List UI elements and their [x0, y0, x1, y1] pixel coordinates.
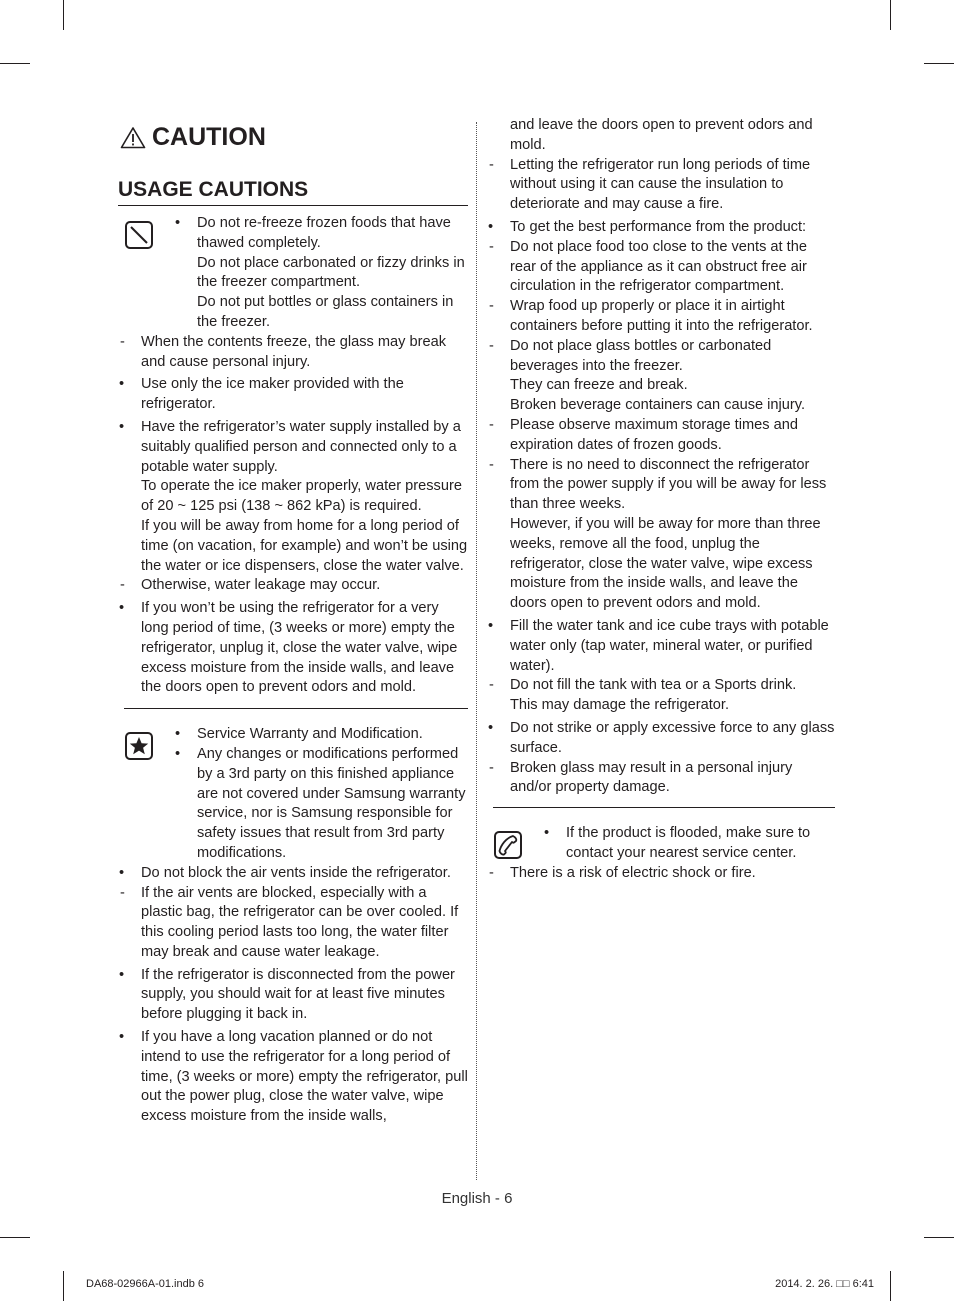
dash-item [487, 416, 835, 456]
dash-item [487, 337, 835, 416]
right-caution-list [487, 156, 835, 799]
print-file-name: DA68-02966A-01.indb 6 [86, 1278, 205, 1290]
bullet-item [118, 375, 468, 415]
crop-mark [924, 63, 954, 64]
item-text: However, if you will be away for more than three weeks, remove all the food, unplug the refrigerator, close the water valve, wipe excess moisture from the inside walls, and leave the doors open to prevent odors and mold. [510, 515, 821, 612]
dash-item [487, 759, 835, 799]
page-number: English - 6 [441, 1190, 513, 1207]
right-caution-list-2 [487, 864, 835, 884]
bullet-item [174, 725, 468, 745]
item-text: Any changes or modifications performed by a 3rd party on this finished appliance are not covered under Samsung warranty service, nor is Samsung responsible for safety issues that result from 3rd party modifications. [197, 745, 466, 861]
item-text: Do not strike or apply excessive force to any glass surface. [510, 719, 835, 756]
bullet-item [118, 599, 468, 698]
prohibited-notice [118, 206, 468, 333]
item-text: Use only the ice maker provided with the refrigerator. [141, 376, 404, 413]
crop-mark [890, 0, 891, 30]
print-date-time: 2014. 2. 26. □□ 6:41 [775, 1278, 874, 1290]
item-text: If the refrigerator is disconnected from the power supply, you should wait for at least five minutes before plugging it back in. [141, 966, 455, 1023]
item-text: To operate the ice maker properly, water pressure of 20 ~ 125 psi (138 ~ 862 kPa) is required. [141, 478, 462, 515]
dash-item [487, 156, 835, 215]
bullet-item [487, 617, 835, 676]
bullet-marker: • [119, 864, 125, 881]
item-text: If the product is flooded, make sure to contact your nearest service center. [566, 825, 811, 861]
bullet-item [118, 418, 468, 576]
column-divider [476, 122, 477, 1180]
right-column [487, 116, 835, 883]
dash-marker: - [120, 333, 125, 350]
bullet-marker: • [119, 376, 125, 393]
bullet-item [174, 214, 468, 333]
phone-icon [493, 830, 523, 860]
left-column [118, 120, 468, 1127]
item-text: Otherwise, water leakage may occur. [141, 577, 381, 594]
dash-item [118, 576, 468, 596]
dash-marker: - [489, 456, 494, 473]
dash-marker: - [489, 864, 494, 881]
dash-marker: - [489, 238, 494, 255]
left-caution-list-2 [118, 864, 468, 1127]
bullet-item [118, 966, 468, 1025]
dash-marker: - [120, 577, 125, 594]
dash-item [118, 333, 468, 373]
warranty-notice [118, 709, 468, 864]
bullet-marker: • [119, 1029, 125, 1046]
dash-item [487, 864, 835, 884]
dash-item [487, 676, 835, 716]
item-text: Please observe maximum storage times and expiration dates of frozen goods. [510, 416, 798, 453]
dash-marker: - [489, 298, 494, 315]
continuation-text: and leave the doors open to prevent odors and mold. [510, 117, 813, 153]
item-text: To get the best performance from the product: [510, 218, 807, 235]
bullet-item [118, 864, 468, 884]
dash-item [487, 456, 835, 614]
item-text: When the contents freeze, the glass may break and cause personal injury. [141, 333, 447, 370]
item-text: If you won’t be using the refrigerator for a very long period of time, (3 weeks or more) empty the refrigerator, unplug it, close the water valve, wipe excess moisture from the inside walls, and leave the doors open to prevent odors and mold. [141, 600, 458, 696]
item-text: Do not fill the tank with tea or a Sports drink. [510, 677, 797, 694]
crop-mark [924, 1237, 954, 1238]
left-caution-list [118, 333, 468, 698]
item-text: Do not place glass bottles or carbonated beverages into the freezer. [510, 337, 772, 374]
dash-marker: - [489, 416, 494, 433]
item-text: Broken beverage containers can cause injury. [510, 397, 806, 414]
dash-item [487, 238, 835, 297]
item-text: If the air vents are blocked, especially with a plastic bag, the refrigerator can be over cooled. If this cooling period lasts too long, the water filter may break and cause water leakage. [141, 884, 459, 960]
dash-marker: - [120, 884, 125, 901]
item-text: If you will be away from home for a long period of time (on vacation, for example) and won’t be using the water or ice dispensers, close the water valve. [141, 517, 468, 574]
bullet-item [487, 719, 835, 759]
item-text: This may damage the refrigerator. [510, 697, 730, 714]
item-text: Have the refrigerator’s water supply installed by a suitably qualified person and connected only to a potable water supply. [141, 418, 461, 475]
bullet-marker: • [119, 600, 125, 617]
item-text: Broken glass may result in a personal injury and/or property damage. [510, 759, 793, 796]
section-title: USAGE CAUTIONS [118, 176, 468, 206]
bullet-marker: • [544, 825, 550, 842]
bullet-marker: • [119, 966, 125, 983]
bullet-marker: • [119, 418, 125, 435]
dash-item [487, 297, 835, 337]
dash-marker: - [489, 677, 494, 694]
crop-mark [890, 1271, 891, 1301]
dash-marker: - [489, 759, 494, 776]
warning-triangle-icon [120, 126, 146, 149]
warranty-notice-items [174, 725, 468, 864]
dash-marker: - [489, 337, 494, 354]
bullet-marker: • [175, 745, 181, 762]
bullet-item [487, 218, 835, 238]
dash-item [118, 884, 468, 963]
crop-mark [63, 1271, 64, 1301]
caution-heading [120, 120, 468, 154]
bullet-marker: • [488, 719, 494, 736]
item-text: Do not block the air vents inside the refrigerator. [141, 864, 451, 881]
item-text: Fill the water tank and ice cube trays with potable water only (tap water, mineral water, or purified water). [510, 617, 829, 674]
bullet-item [174, 745, 468, 864]
star-note-icon [124, 731, 154, 761]
bullet-item [118, 1028, 468, 1127]
bullet-marker: • [488, 617, 494, 634]
item-text: If you have a long vacation planned or do not intend to use the refrigerator for a long period of time, (3 weeks or more) empty the refrigerator, pull out the power plug, close the water valve, wipe excess moisture from the inside walls, [141, 1029, 468, 1125]
prohibited-icon [124, 220, 154, 250]
prohibited-notice-items [174, 214, 468, 333]
crop-mark [0, 63, 30, 64]
item-text: There is a risk of electric shock or fire. [510, 864, 756, 881]
item-text: Do not place carbonated or fizzy drinks in the freezer compartment. [197, 254, 465, 291]
item-text: Do not place food too close to the vents at the rear of the appliance as it can obstruct free air circulation in the refrigerator compartment. [510, 238, 807, 295]
item-text: Wrap food up properly or place it in airtight containers before putting it into the refrigerator. [510, 298, 813, 334]
item-text: Service Warranty and Modification. [197, 726, 423, 743]
bullet-marker: • [175, 215, 181, 231]
item-text: There is no need to disconnect the refrigerator from the power supply if you will be away for less than three weeks. [510, 456, 827, 513]
service-notice-items [543, 824, 835, 864]
item-text: They can freeze and break. [510, 377, 688, 394]
crop-mark [0, 1237, 30, 1238]
crop-mark [63, 0, 64, 30]
service-notice [487, 808, 835, 864]
item-text: Do not put bottles or glass containers in the freezer. [197, 294, 454, 330]
caution-title: CAUTION [152, 123, 266, 151]
dash-marker: - [489, 156, 494, 173]
bullet-marker: • [175, 726, 181, 743]
bullet-item [543, 824, 835, 864]
item-text: Letting the refrigerator run long periods of time without using it can cause the insulation to deteriorate and may cause a fire. [510, 156, 811, 213]
item-text: Do not re-freeze frozen foods that have thawed completely. [197, 215, 451, 251]
bullet-marker: • [488, 218, 494, 235]
